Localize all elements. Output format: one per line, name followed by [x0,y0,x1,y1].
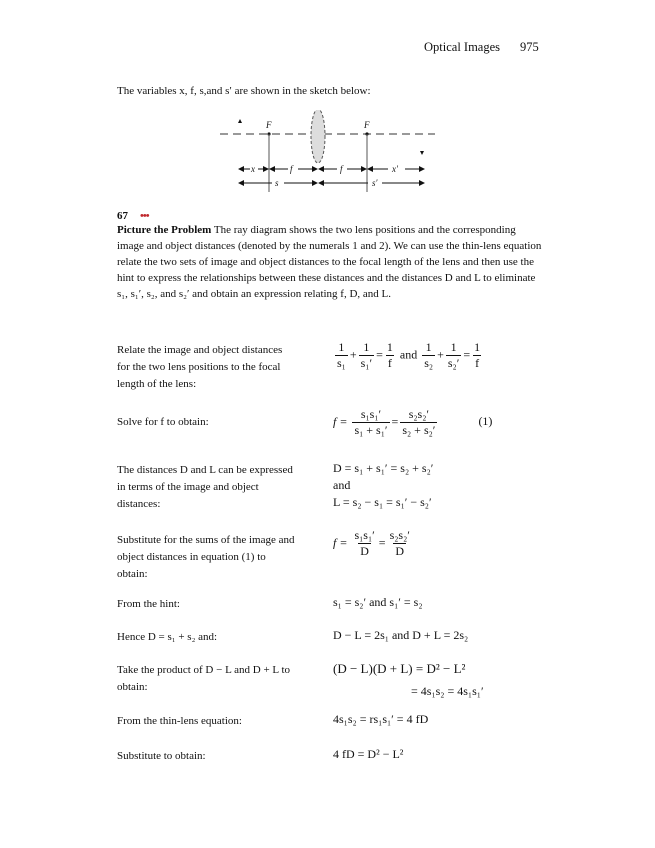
equation-hint: s₁ = s₂′ and s₁′ = s₂ [333,595,423,609]
object-arrow-icon [238,119,242,123]
equation-part: 1 [474,340,481,354]
label-F: F [266,120,272,130]
equation-part: 1 [386,340,393,354]
equation-part: s₁s₁′ [360,407,382,421]
step-label: Solve for f to obtain: [117,416,209,428]
equation-part: f [387,356,392,370]
image-arrow-icon [420,151,424,155]
equation-part: s₂s₂′ [408,407,430,421]
equation-f-over-D: f = $\frac{\text{s₁s₁′}}{D}$ = $\frac{\text{s₂s₂′}}{D}$ [333,528,410,558]
running-header-title: Optical Images [424,40,501,54]
equation-part: f = [333,414,348,429]
lens-sketch [210,110,440,200]
equation-part: 1 [338,340,345,354]
equation-part: s₁ + s₁′ [354,423,388,437]
equation-part: and [399,347,418,362]
equation-part: f = [333,535,348,550]
step-label: The distances D and L can be expressed in terms of the image and object distances: [117,464,293,510]
lens [311,110,325,163]
equation-part: D [360,544,369,558]
problem-heading: Picture the Problem [117,224,212,236]
equation-part: f [475,356,480,370]
equation-D-minus-L: D − L = 2s₁ and D + L = 2s₂ [333,628,469,642]
equation-part: D = s₁ + s₁′ = s₂ + s₂′ [333,461,434,475]
equation-part: 1 [425,340,432,354]
equation-part: 1 [450,340,457,354]
equation-result: 4 fD = D² − L² [333,747,404,761]
step-label: Hence D = s₁ + s₂ and: [117,631,218,643]
equation-part: s₂ [424,356,434,370]
equation-D-L [333,460,433,511]
equation-tag: (1) [478,414,493,429]
equation-part: 1 [363,340,370,354]
label-x: x [251,164,255,174]
label-s-prime: s′ [372,178,378,188]
step-label: Relate the image and object distances for the two lens positions to the focal length of the lens: [117,344,283,390]
step-label: Take the product of D − L and D + L to obtain: [117,664,291,693]
step-label: From the hint: [117,598,180,610]
label-s: s [275,178,279,188]
label-x-prime: x′ [392,164,398,174]
equation-product: (D − L)(D + L) = D² − L² [333,661,466,676]
equation-part: D [395,544,405,558]
equation-part: L = s₂ − s₁ = s₁′ − s₂′ [333,495,432,509]
equation-thin-lens: $\frac{1}{\text{s₁}}$ + $\frac{1}{\text{s₁′}}$ = $\frac{1}{f}$ and $\frac{1}{\text{s₂}}$ + $\frac{1}{\text{s₂′}}$ = $\frac{1}{f}$ [337,340,481,370]
equation-product-cont: = 4s₁s₂ = 4s₁s₁′ [411,684,484,698]
label-F-prime-side: F [364,120,370,130]
page-number: 975 [520,40,539,54]
equation-part: s₂′ [447,356,460,370]
equation-part: and [333,478,351,492]
label-f: f [340,164,343,174]
problem-number-text: 67 [117,210,128,222]
difficulty-dots: ••• [140,210,149,222]
intro-text: The variables x, f, s,and s′ are shown in the sketch below: [117,85,371,97]
step-label: From the thin-lens equation: [117,715,242,727]
equation-part: s₂ + s₂′ [402,423,436,437]
problem-text: The ray diagram shows the two lens positions and the corresponding image and object distances (denoted by the numerals 1 and 2). We can use the thin-lens equation relate the two sets of image and object distances to the focal length of the lens and then use the hint to express the relationships between these distances and the distances D and L to eliminate s₁, s₁′, s₂, and s₂′ and obtain an expression relating f, D, and L. [117,224,542,300]
problem-paragraph [117,222,542,302]
equation-1: f = $\frac{\text{s₁s₁′}}{\text{s₁ + s₁′}}$ = $\frac{\text{s₂s₂′}}{\text{s₂ + s₂′}}$ (1) [333,407,493,437]
label-f: f [290,164,293,174]
equation-part: s₂s₂′ [389,528,410,542]
equation-part: s₁′ [360,356,373,370]
step-label: Substitute for the sums of the image and object distances in equation (1) to obtain: [117,534,295,580]
equation-thin-lens-product: 4s₁s₂ = rs₁s₁′ = 4 fD [333,712,429,726]
problem-number [117,210,149,222]
step-label: Substitute to obtain: [117,750,206,762]
equation-part: s₁s₁′ [354,528,375,542]
equation-part: s₁ [337,356,346,370]
